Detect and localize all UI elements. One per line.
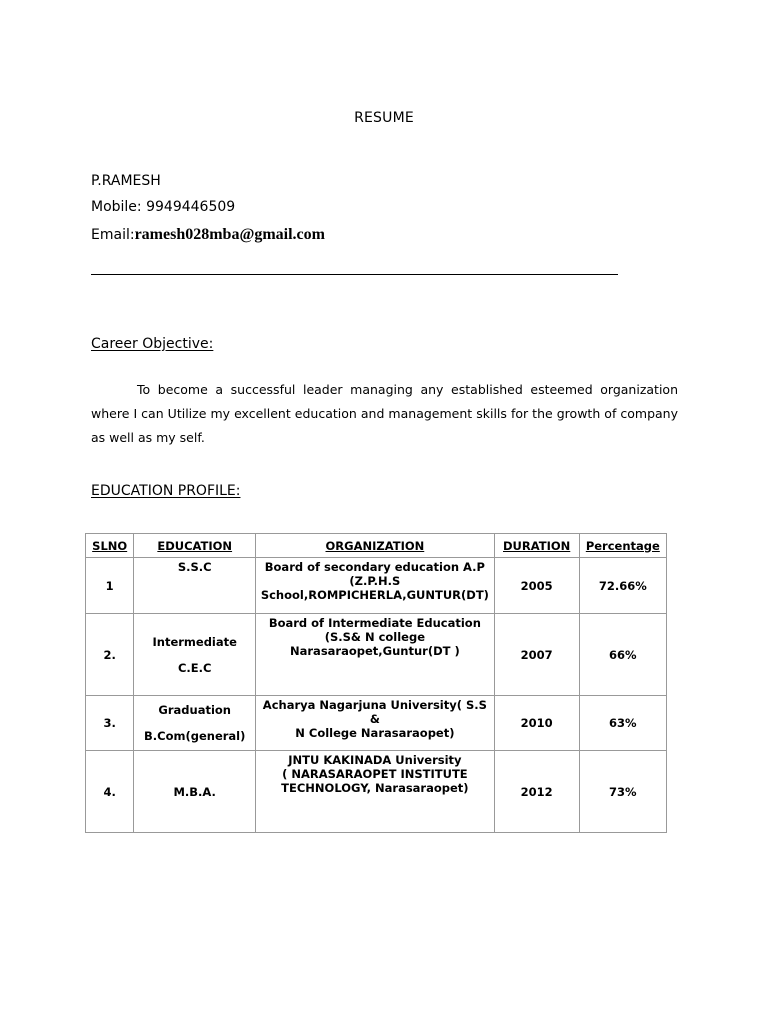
candidate-name: P.RAMESH [91,173,161,189]
horizontal-rule [91,274,618,275]
organization-line: JNTU KAKINADA University [288,753,462,767]
mobile-label: Mobile: [91,199,142,215]
mobile-line [91,199,235,215]
organization-line: School,ROMPICHERLA,GUNTUR(DT) [260,588,489,602]
table-row [86,696,667,751]
cell-slno: 1 [86,558,134,614]
header-slno: SLNO [86,534,134,558]
email-label: Email: [91,227,135,243]
organization-line: TECHNOLOGY, Narasaraopet) [281,781,469,795]
cell-percentage: 63% [579,696,666,751]
header-organization: ORGANIZATION [256,534,495,558]
organization-line: (S.S& N college [324,630,426,644]
table-row [86,558,667,614]
cell-percentage: 73% [579,751,666,833]
table-header-row [86,534,667,558]
cell-duration: 2012 [494,751,579,833]
cell-percentage: 72.66% [579,558,666,614]
education-line: C.E.C [177,660,212,675]
organization-line: ( NARASARAOPET INSTITUTE [282,767,468,781]
cell-duration: 2010 [494,696,579,751]
cell-education [134,558,256,614]
organization-line: N College Narasaraopet) [295,726,455,740]
organization-line: Narasaraopet,Guntur(DT ) [290,644,460,658]
header-percentage: Percentage [579,534,666,558]
cell-percentage: 66% [579,614,666,696]
education-table [85,533,667,833]
table-row [86,614,667,696]
header-education: EDUCATION [134,534,256,558]
education-line: S.S.C [177,560,212,574]
cell-education [134,696,256,751]
cell-slno: 4. [86,751,134,833]
document-title: RESUME [354,110,414,126]
cell-duration: 2005 [494,558,579,614]
mobile-number: 9949446509 [146,199,236,215]
education-line: B.Com(general) [144,729,246,743]
cell-education [134,751,256,833]
education-profile-heading: EDUCATION PROFILE: [91,483,241,499]
organization-line: Acharya Nagarjuna University( S.S & [262,698,487,726]
cell-organization [256,696,495,751]
organization-line: Board of secondary education A.P [264,560,485,574]
cell-organization [256,558,495,614]
cell-duration: 2007 [494,614,579,696]
cell-slno: 2. [86,614,134,696]
education-line: Intermediate [152,634,237,649]
cell-slno: 3. [86,696,134,751]
career-objective-heading: Career Objective: [91,336,214,352]
organization-line: Board of Intermediate Education [268,616,481,630]
cell-education [134,614,256,696]
career-objective-text: To become a successful leader managing any established esteemed organization where I can Utilize my excellent education and management skills for the growth of company as well as my self. [91,382,678,445]
cell-organization [256,751,495,833]
organization-line: (Z.P.H.S [349,574,401,588]
header-duration: DURATION [494,534,579,558]
email-address[interactable]: ramesh028mba@gmail.com [134,226,325,243]
table-row [86,751,667,833]
education-line: Graduation [158,703,231,717]
education-line: M.B.A. [173,784,216,799]
cell-organization [256,614,495,696]
email-line [91,226,325,244]
